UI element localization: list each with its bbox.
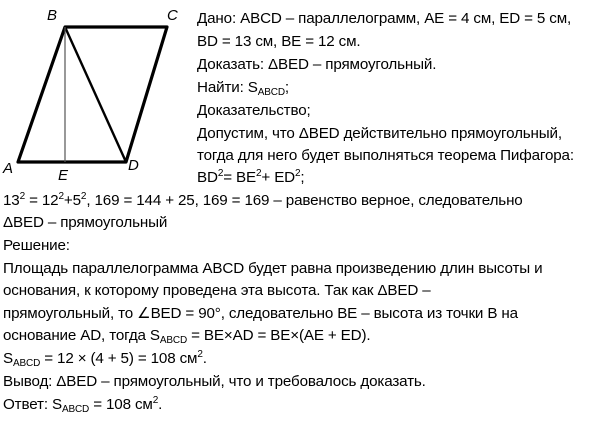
pyth-exp-1: 2 [217, 168, 224, 179]
parallelogram-figure [0, 0, 200, 185]
solution-heading: Решение: [3, 237, 70, 254]
calc-exp-1: 2 [19, 191, 26, 202]
calc-exp-3: 2 [80, 191, 87, 202]
proof-heading: Доказательство; [197, 102, 311, 119]
diagonal-bd [65, 27, 126, 162]
calc-rest: , 169 = 144 + 25, 169 = 169 – равенство верное, следовательно [86, 192, 523, 209]
area-unit-exp: 2 [197, 349, 203, 360]
given-line-2: BD = 13 см, BE = 12 см. [197, 33, 361, 50]
find-line [197, 78, 289, 97]
solution-4-text: основание AD, тогда S [3, 327, 160, 344]
area-calculation [3, 349, 207, 368]
find-subscript: ABCD [257, 87, 285, 98]
calc-13: 13 [3, 192, 20, 209]
area-subscript: ABCD [12, 358, 41, 369]
given-line-1: Дано: ABCD – параллелограмм, AE = 4 см, ED = 5 см, [197, 10, 572, 27]
prove-text: BED – прямоугольный. [278, 56, 437, 73]
proof-conclusion: ΔBED – прямоугольный [3, 214, 168, 231]
pythagoras-formula [197, 168, 305, 187]
answer-value: = 108 см [89, 396, 153, 413]
vertex-label-c: C [167, 7, 178, 24]
vertex-label-d: D [128, 157, 139, 174]
pyth-bd: BD [197, 169, 218, 186]
answer-line [3, 395, 162, 414]
answer-prefix: Ответ: S [3, 396, 62, 413]
area-s: S [3, 350, 13, 367]
calculation-line [3, 191, 523, 210]
solution-line-3: прямоугольный, то ∠BED = 90°, следовательно BE – высота из точки B на [3, 305, 518, 322]
final-conclusion: Вывод: ΔBED – прямоугольный, что и требовалось доказать. [3, 373, 426, 390]
vertex-label-a: A [3, 160, 14, 177]
find-prefix: Найти: S [197, 79, 258, 96]
parallelogram-outline [18, 27, 167, 162]
area-end: . [202, 350, 207, 367]
calc-exp-2: 2 [58, 191, 64, 202]
pyth-end: ; [300, 169, 305, 186]
vertex-label-e: E [58, 167, 69, 184]
proof-line-1: Допустим, что ΔBED действительно прямоугольный, [197, 125, 562, 142]
proof-line-2: тогда для него будет выполняться теорема Пифагора: [197, 147, 574, 164]
pyth-ed: + ED [261, 169, 295, 186]
solution-line-4 [3, 326, 370, 345]
prove-line [197, 55, 436, 74]
answer-subscript: ABCD [61, 404, 90, 415]
answer-unit-exp: 2 [152, 395, 159, 406]
solution-line-1: Площадь параллелограмма ABCD будет равна произведению длин высоты и [3, 260, 543, 277]
answer-end: . [158, 396, 163, 413]
calc-5: +5 [63, 192, 81, 209]
solution-line-2: основания, к которому проведена эта высота. Так как ΔBED – [3, 282, 431, 299]
prove-prefix: Доказать: [197, 56, 269, 73]
calc-12: = 12 [25, 192, 59, 209]
area-formula: = 12 × (4 + 5) = 108 см [40, 350, 198, 367]
solution-4-formula: = BE×AD = BE×(AE + ED). [187, 327, 371, 344]
pyth-exp-2: 2 [255, 168, 262, 179]
vertex-label-b: B [47, 7, 58, 24]
find-suffix: ; [284, 79, 289, 96]
solution-4-subscript: ABCD [159, 335, 188, 346]
pyth-exp-3: 2 [295, 168, 301, 179]
pyth-be: = BE [223, 169, 256, 186]
delta-symbol: Δ [268, 56, 279, 73]
